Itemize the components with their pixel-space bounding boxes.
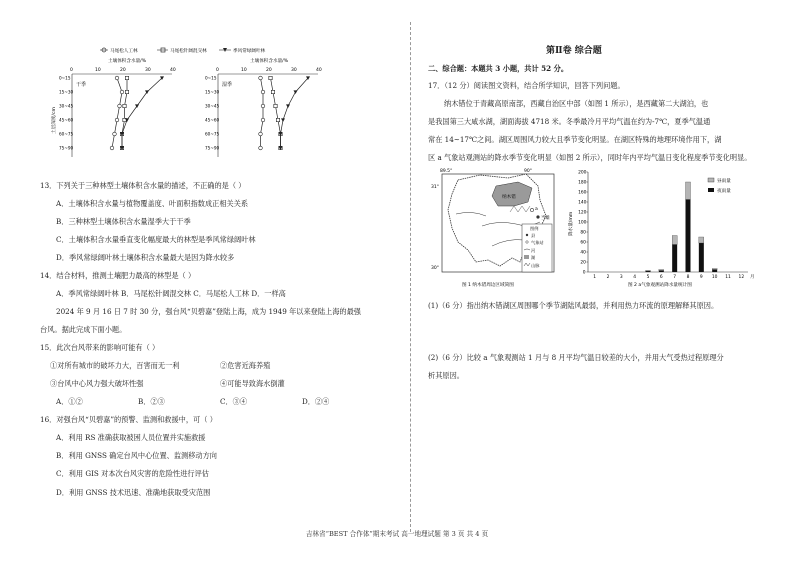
left-panel-title: 土壤体积含水量/% xyxy=(108,59,147,64)
bar-x-tick: 2 xyxy=(606,275,610,280)
q16-option-d: D．利用 GNSS 技术迅速、准确地获取受灾范围 xyxy=(56,488,211,497)
lp-y-tick: 75~90 xyxy=(59,145,74,151)
station-label: a xyxy=(535,207,538,212)
bar-day-rain xyxy=(699,237,704,243)
town-label: 当雄 xyxy=(541,216,550,221)
dry-season-label: 干季 xyxy=(76,82,87,88)
lake-label: 纳木错 xyxy=(502,195,516,200)
q17-paragraph-line3: 常在 14~17℃之间。湖区周围风力较大且季节变化明显。在湖区特殊的地理环境作用下，湖 xyxy=(428,135,722,144)
legend-label-2: 马尾松针阔混交林 xyxy=(170,49,207,54)
lp-point-plantation xyxy=(115,76,119,80)
legend-mountain: 山脉 xyxy=(531,263,540,268)
lp-x-tick: 20 xyxy=(120,68,126,73)
rp-y-tick: 45~60 xyxy=(205,117,220,123)
bar-y-tick: 100 xyxy=(578,220,587,226)
q16-option-c: C．利用 GIS 对本次台风灾害的危险性进行评估 xyxy=(56,469,209,478)
rp-point-mixed xyxy=(269,76,272,79)
bar-x-tick: 6 xyxy=(659,275,663,280)
bar-day-rain xyxy=(659,270,664,271)
question-17-head: 17．（12 分）阅读图文资料，结合所学知识，回答下列问题。 xyxy=(428,81,625,90)
bar-y-tick: 200 xyxy=(578,170,587,176)
bar-x-tick: 11 xyxy=(725,275,731,280)
legend-title: 图例 xyxy=(530,226,539,231)
bar-y-tick: 40 xyxy=(580,250,586,256)
q17-sub2-line1: (2)（6 分）比较 a 气象观测站 1 月与 8 月平均气温日较差的大小，并用大气受热过程原理分 xyxy=(428,353,724,362)
lp-y-tick: 45~60 xyxy=(59,117,74,123)
bar-x-tick: 3 xyxy=(619,275,623,280)
lp-point-mixed xyxy=(125,76,128,79)
lp-point-mixed xyxy=(125,90,128,93)
rp-x-tick: 30 xyxy=(291,68,297,73)
section-title: 第Ⅱ卷 综合题 xyxy=(546,46,602,56)
bar-x-tick: 10 xyxy=(711,275,718,280)
typhoon-intro-line1: 2024 年 9 月 16 日 7 时 30 分，强台风“贝碧嘉”登陆上海，成为 1949 年以来登陆上海的最强 xyxy=(56,307,361,316)
rp-point-broadleaf xyxy=(294,90,298,94)
bar-day-rain xyxy=(712,269,717,270)
bar-night-rain xyxy=(672,245,677,273)
rp-point-plantation xyxy=(259,76,263,80)
legend-county: 县 xyxy=(531,233,536,238)
q13-option-c: C．土壤体积含水量垂直变化幅度最大的林型是季风常绿阔叶林 xyxy=(56,235,256,244)
q15-option-c: C．③④ xyxy=(220,397,248,406)
map-lat-bottom: 30° xyxy=(431,266,439,271)
rp-point-plantation xyxy=(261,118,265,122)
precipitation-bar-chart xyxy=(568,166,768,290)
q16-option-b: B．利用 GNSS 确定台风中心位置、监测移动方向 xyxy=(56,451,217,460)
rp-y-tick: 0~15 xyxy=(205,75,217,81)
bar-x-tick: 8 xyxy=(686,275,690,280)
map-legend xyxy=(522,224,552,272)
bar-night-rain xyxy=(712,270,717,273)
dry-season-panel xyxy=(50,57,176,157)
lp-y-tick: 30~45 xyxy=(59,103,74,109)
namtso-region-map xyxy=(428,166,558,290)
bar-night-rain xyxy=(699,243,704,272)
bar-x-tick: 4 xyxy=(633,275,637,280)
rp-series-line xyxy=(271,78,281,148)
q15-option-d: D．②④ xyxy=(302,397,330,406)
q15-item-3: ③台风中心风力强大破坏性强 xyxy=(50,379,144,388)
bar-y-tick: 160 xyxy=(578,190,587,196)
rp-series-line xyxy=(281,78,309,148)
rp-x-tick: 10 xyxy=(241,68,247,73)
q13-option-b: B．三种林型土壤体积含水量湿季大于干季 xyxy=(56,217,191,226)
bar-y-tick: 180 xyxy=(578,180,587,186)
legend-station: 气象站 xyxy=(531,240,544,245)
bar-day-rain xyxy=(672,236,677,245)
rp-x-tick: 20 xyxy=(266,68,272,73)
rp-y-tick: 15~30 xyxy=(205,89,220,95)
rp-point-mixed xyxy=(271,90,274,93)
lp-series-line xyxy=(122,78,162,148)
q17-sub2-line2: 析其原因。 xyxy=(428,371,464,380)
bar-y-tick: 120 xyxy=(578,210,587,216)
q13-option-d: D．季风常绿阔叶林土壤体积含水量最大是因为降水较多 xyxy=(56,253,235,262)
lp-point-plantation xyxy=(118,104,122,108)
lp-point-plantation xyxy=(110,146,114,150)
wet-season-panel xyxy=(205,57,322,157)
rp-y-tick: 30~45 xyxy=(205,103,220,109)
rp-series-line xyxy=(261,78,264,148)
page-footer: 吉林省“BEST 合作体”期末考试 高一地理试题 第 3 页 共 4 页 xyxy=(305,530,489,538)
rp-x-tick: 40 xyxy=(316,68,322,73)
q17-paragraph-line2: 是我国第三大咸水湖，湖面海拔 4718 米。冬季最冷月平均气温在约为-7℃，夏季气温通 xyxy=(428,117,711,126)
rp-point-plantation xyxy=(261,104,265,108)
q15-item-1: ①对所有城市的破坏力大，百害而无一利 xyxy=(50,361,180,370)
legend-river: 河 xyxy=(531,248,536,253)
bar-y-tick: 80 xyxy=(580,230,586,236)
q16-option-a: A．利用 RS 准确获取被困人员位置并实施救援 xyxy=(56,433,206,442)
bar-chart-xunit: 月 xyxy=(750,275,755,280)
bar-x-tick: 7 xyxy=(673,275,677,280)
namtso-lake xyxy=(492,182,532,206)
column-divider xyxy=(410,22,411,532)
lp-series-line xyxy=(122,78,127,148)
right-panel-title: 土壤体积含水量/% xyxy=(250,59,289,64)
bar-day-rain xyxy=(646,271,651,272)
rp-point-mixed xyxy=(274,104,277,107)
map-lon-left: 89.5° xyxy=(440,169,453,174)
legend-label-1: 马尾松人工林 xyxy=(110,49,138,54)
q13-option-a: A．土壤体积含水量与植物覆盖度、叶面积指数成正相关关系 xyxy=(56,199,249,208)
bar-night-rain xyxy=(659,271,664,273)
rp-point-plantation xyxy=(261,90,265,94)
q15-option-b: B．②③ xyxy=(138,397,165,406)
rp-point-mixed xyxy=(276,118,279,121)
lp-x-tick: 30 xyxy=(145,68,151,73)
lp-x-tick: 10 xyxy=(95,68,101,73)
lp-series-line xyxy=(112,78,122,148)
bar-x-tick: 12 xyxy=(738,275,745,280)
question-14: 14．结合材料，推测土壤肥力最高的林型是（ ） xyxy=(40,271,196,280)
legend-night-rain: 夜雨量 xyxy=(717,189,731,194)
lp-point-plantation xyxy=(113,132,117,136)
map-caption: 图 1 纳木错周边区域简图 xyxy=(462,283,514,288)
bar-y-tick: 0 xyxy=(582,270,586,276)
rp-point-broadleaf xyxy=(281,118,285,122)
soil-moisture-chart xyxy=(52,44,360,164)
bar-chart-ylabel: 降水量/mm xyxy=(569,211,574,236)
bar-chart-caption: 图 2 a气象观测站降水量统计图 xyxy=(628,283,692,288)
q15-option-a: A．①② xyxy=(56,397,83,406)
section-subtitle: 二、综合题：本题共 3 小题，共计 52 分。 xyxy=(428,64,569,73)
bar-y-tick: 140 xyxy=(578,200,587,206)
question-13: 13．下列关于三种林型土壤体积含水量的描述，不正确的是（ ） xyxy=(40,181,246,190)
lp-x-tick: 0 xyxy=(70,68,73,73)
bar-night-rain xyxy=(686,200,691,273)
bar-day-rain xyxy=(686,182,691,200)
lp-y-tick: 60~75 xyxy=(59,131,74,137)
bar-x-tick: 5 xyxy=(646,275,650,280)
rp-point-broadleaf xyxy=(286,104,290,108)
legend-lake: 湖 xyxy=(531,255,536,260)
rp-x-tick: 0 xyxy=(216,68,219,73)
wet-season-label: 湿季 xyxy=(222,82,233,88)
lp-y-tick: 15~30 xyxy=(59,89,74,95)
question-15: 15．此次台风带来的影响可能有（ ） xyxy=(40,343,160,352)
bar-legend xyxy=(708,177,731,194)
q17-paragraph-line1: 纳木错位于青藏高原南部，西藏自治区中部（如图 1 所示），是西藏第二大湖泊，也 xyxy=(444,99,709,108)
chart-legend xyxy=(100,47,266,54)
rp-point-plantation xyxy=(259,132,263,136)
q17-paragraph-line4: 区 a 气象站观测站的降水季节变化明显（如图 2 所示），同时年内平均气温日变化程度季节变化明显。 xyxy=(428,153,752,162)
legend-day-rain: 昼雨量 xyxy=(717,179,731,184)
bar-y-tick: 20 xyxy=(580,260,586,266)
lp-point-mixed xyxy=(123,104,126,107)
bar-y-tick: 60 xyxy=(580,240,586,246)
bar-x-tick: 1 xyxy=(593,275,597,280)
q15-item-4: ④可能导致海水倒灌 xyxy=(220,379,285,388)
typhoon-intro-line2: 台风。据此完成下面小题。 xyxy=(40,325,127,334)
question-16: 16．对强台风“贝碧嘉”的预警、监测和救援中，可（ ） xyxy=(40,415,217,424)
q15-item-2: ②危害近海养殖 xyxy=(220,361,271,370)
q14-options: A．季风常绿阔叶林 B．马尾松针阔混交林 C．马尾松人工林 D．一样高 xyxy=(56,289,286,298)
legend-label-3: 季风常绿阔叶林 xyxy=(233,49,266,54)
map-lon-right: 90° xyxy=(524,169,532,174)
bar-x-tick: 9 xyxy=(699,275,703,280)
q17-sub1: (1)（6 分）指出纳木错湖区周围哪个季节湖陆风最弱，并利用热力环流的原理解释其原因。 xyxy=(428,301,719,310)
lp-point-plantation xyxy=(120,90,124,94)
rp-y-tick: 60~75 xyxy=(205,131,220,137)
y-axis-label: 土层深度/cm xyxy=(52,107,57,134)
lp-y-tick: 0~15 xyxy=(59,75,71,81)
rp-y-tick: 75~90 xyxy=(205,145,220,151)
lp-point-plantation xyxy=(115,118,119,122)
map-lat-top: 31° xyxy=(431,185,439,190)
lp-x-tick: 40 xyxy=(170,68,176,73)
rp-point-plantation xyxy=(259,146,263,150)
